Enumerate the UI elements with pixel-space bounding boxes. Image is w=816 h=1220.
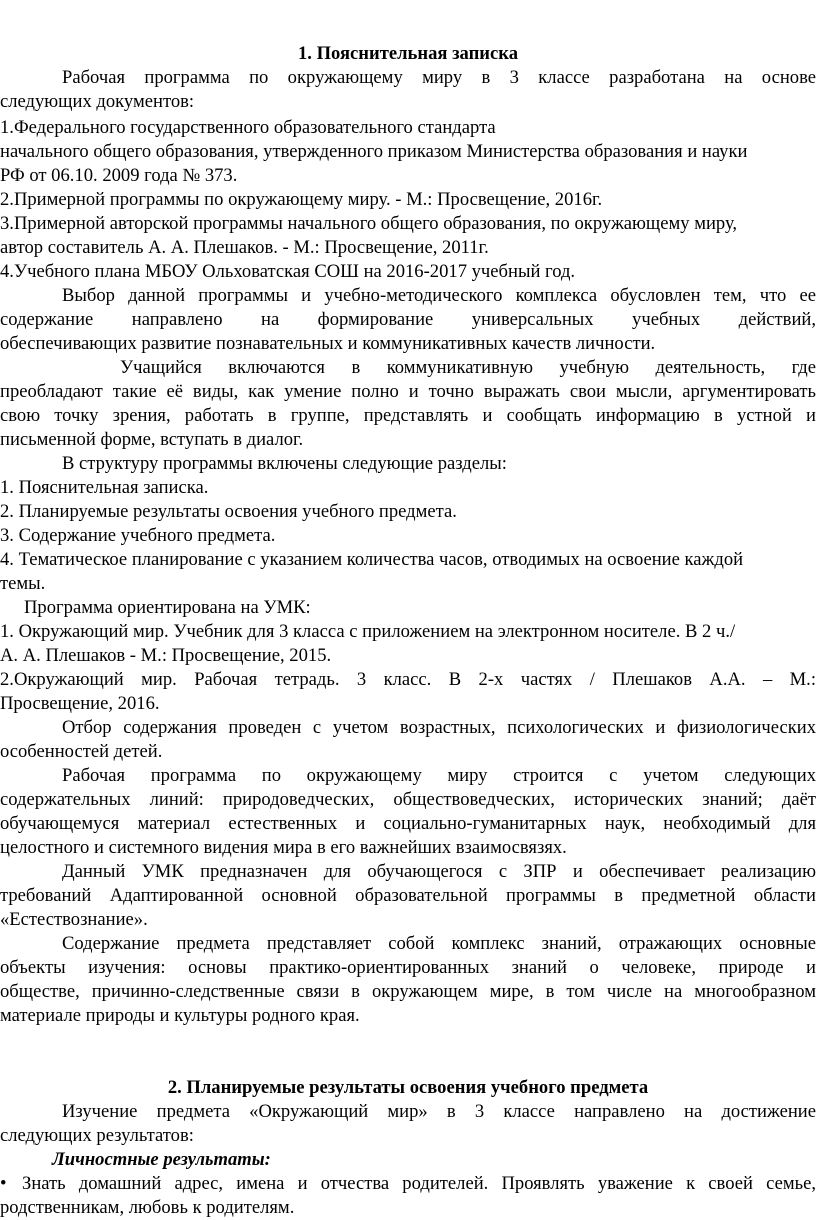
doc-item-1: РФ от 06.10. 2009 года № 373. <box>0 165 238 186</box>
umk-item-1: 1. Окружающий мир. Учебник для 3 класса с приложением на электронном носителе. В 2 ч./ <box>0 621 736 642</box>
paragraph-line: Программа ориентирована на УМК: <box>24 597 311 618</box>
paragraph-line: Рабочая программа по окружающему миру строится с учетом следующих <box>62 765 816 786</box>
doc-item-3: 3.Примерной авторской программы начального общего образования, по окружающему миру, <box>0 213 738 234</box>
paragraph-line: свою точку зрения, работать в группе, представлять и сообщать информацию в устной и <box>0 405 816 426</box>
paragraph-line: требований Адаптированной основной образовательной программы в предметной области <box>0 885 816 906</box>
paragraph-line: содержание направлено на формирование универсальных учебных действий, <box>0 309 816 330</box>
section-list-item: 1. Пояснительная записка. <box>0 477 209 498</box>
doc-item-1: 1.Федерального государственного образовательного стандарта <box>0 117 496 138</box>
paragraph-line: обеспечивающих развитие познавательных и коммуникативных качеств личности. <box>0 333 656 354</box>
doc-item-4: 4.Учебного плана МБОУ Ольховатская СОШ на 2016-2017 учебный год. <box>0 261 576 282</box>
paragraph-line: следующих документов: <box>0 91 195 112</box>
doc-item-2: 2.Примерной программы по окружающему миру. - М.: Просвещение, 2016г. <box>0 189 603 210</box>
paragraph-line: обществе, причинно-следственные связи в окружающем мире, в том числе на многообразном <box>0 981 816 1002</box>
umk-item-1: А. А. Плешаков - М.: Просвещение, 2015. <box>0 645 332 666</box>
doc-item-1: начального общего образования, утвержденного приказом Министерства образования и науки <box>0 141 748 162</box>
paragraph-line: объекты изучения: основы практико-ориентированных знаний о человеке, природе и <box>0 957 816 978</box>
paragraph-line: письменной форме, вступать в диалог. <box>0 429 304 450</box>
section-list-item: 3. Содержание учебного предмета. <box>0 525 276 546</box>
paragraph-line: преобладают такие её виды, как умение полно и точно выражать свои мысли, аргументировать <box>0 381 816 402</box>
paragraph-line: Содержание предмета представляет собой комплекс знаний, отражающих основные <box>62 933 816 954</box>
bullet-item-continuation: родственникам, любовь к родителям. <box>0 1197 295 1218</box>
umk-item-2: Просвещение, 2016. <box>0 693 160 714</box>
paragraph-line: Изучение предмета «Окружающий мир» в 3 классе направлено на достижение <box>62 1101 816 1122</box>
bullet-item <box>0 1172 816 1196</box>
section-list-item: 2. Планируемые результаты освоения учебного предмета. <box>0 501 457 522</box>
paragraph-line: обучающемуся материал естественных и социально-гуманитарных наук, необходимый для <box>0 813 816 834</box>
bullet-text: Знать домашний адрес, имена и отчества родителей. Проявлять уважение к своей семье, <box>22 1173 816 1194</box>
paragraph-line: Выбор данной программы и учебно-методического комплекса обусловлен тем, что ее <box>62 285 816 306</box>
section-list-item: темы. <box>0 573 46 594</box>
paragraph-line: В структуру программы включены следующие разделы: <box>62 453 507 474</box>
paragraph-line: целостного и системного видения мира в его важнейших взаимосвязях. <box>0 837 567 858</box>
paragraph-line: материале природы и культуры родного края. <box>0 1005 360 1026</box>
paragraph-line: следующих результатов: <box>0 1125 194 1146</box>
personal-results-heading: Личностные результаты: <box>52 1149 271 1170</box>
paragraph-line: «Естествознание». <box>0 909 148 930</box>
section-2-heading: 2. Планируемые результаты освоения учебного предмета <box>167 1077 649 1098</box>
section-list-item: 4. Тематическое планирование с указанием количества часов, отводимых на освоение каждой <box>0 549 744 570</box>
paragraph-line: особенностей детей. <box>0 741 163 762</box>
section-1-heading: 1. Пояснительная записка <box>297 43 519 64</box>
doc-item-3: автор составитель А. А. Плешаков. - М.: Просвещение, 2011г. <box>0 237 489 258</box>
paragraph-line: Отбор содержания проведен с учетом возрастных, психологических и физиологических <box>62 717 816 738</box>
umk-item-2: 2.Окружающий мир. Рабочая тетрадь. 3 класс. В 2-х частях / Плешаков А.А. – М.: <box>0 669 816 690</box>
paragraph-line: содержательных линий: природоведческих, обществоведческих, исторических знаний; даёт <box>0 789 816 810</box>
bullet-icon: • <box>0 1173 7 1194</box>
paragraph-line: Учащийся включаются в коммуникативную учебную деятельность, где <box>120 357 816 378</box>
paragraph-line: Данный УМК предназначен для обучающегося с ЗПР и обеспечивает реализацию <box>62 861 816 882</box>
paragraph-line: Рабочая программа по окружающему миру в 3 классе разработана на основе <box>62 67 816 88</box>
